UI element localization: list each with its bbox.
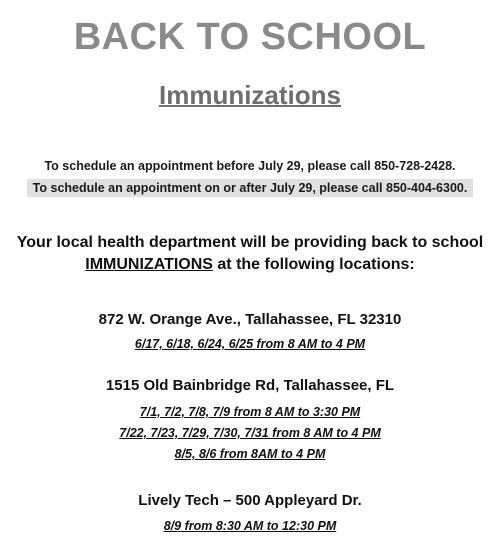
location-3-dates-1: 8/9 from 8:30 AM to 12:30 PM (163, 519, 337, 533)
location-2-dates-1: 7/1, 7/2, 7/8, 7/9 from 8 AM to 3:30 PM (139, 405, 361, 419)
schedule-line-after-text: To schedule an appointment on or after July 29, please call 850-404-6300. (27, 179, 474, 197)
flyer-title: BACK TO SCHOOL (73, 16, 427, 58)
location-2-dates-2: 7/22, 7/23, 7/29, 7/30, 7/31 from 8 AM to 4 PM (119, 426, 381, 440)
intro-line-2-rest: at the following locations: (212, 256, 415, 273)
schedule-line-before: To schedule an appointment before July 29, please call 850-728-2428. (44, 159, 456, 173)
intro-emphasis: IMMUNIZATIONS (85, 256, 213, 273)
flyer-subtitle: Immunizations (158, 80, 341, 110)
intro-line-1: Your local health department will be providing back to school (16, 234, 484, 251)
location-3-address: Lively Tech – 500 Appleyard Dr. (138, 492, 362, 509)
intro-paragraph (0, 232, 500, 276)
location-2-address: 1515 Old Bainbridge Rd, Tallahassee, FL (105, 377, 395, 394)
location-2-dates-3: 8/5, 8/6 from 8AM to 4 PM (174, 447, 326, 461)
intro-line-2 (0, 254, 500, 276)
location-1-dates-1: 6/17, 6/18, 6/24, 6/25 from 8 AM to 4 PM (134, 337, 366, 351)
location-1-address: 872 W. Orange Ave., Tallahassee, FL 32310 (98, 311, 402, 328)
schedule-line-after (0, 181, 500, 195)
